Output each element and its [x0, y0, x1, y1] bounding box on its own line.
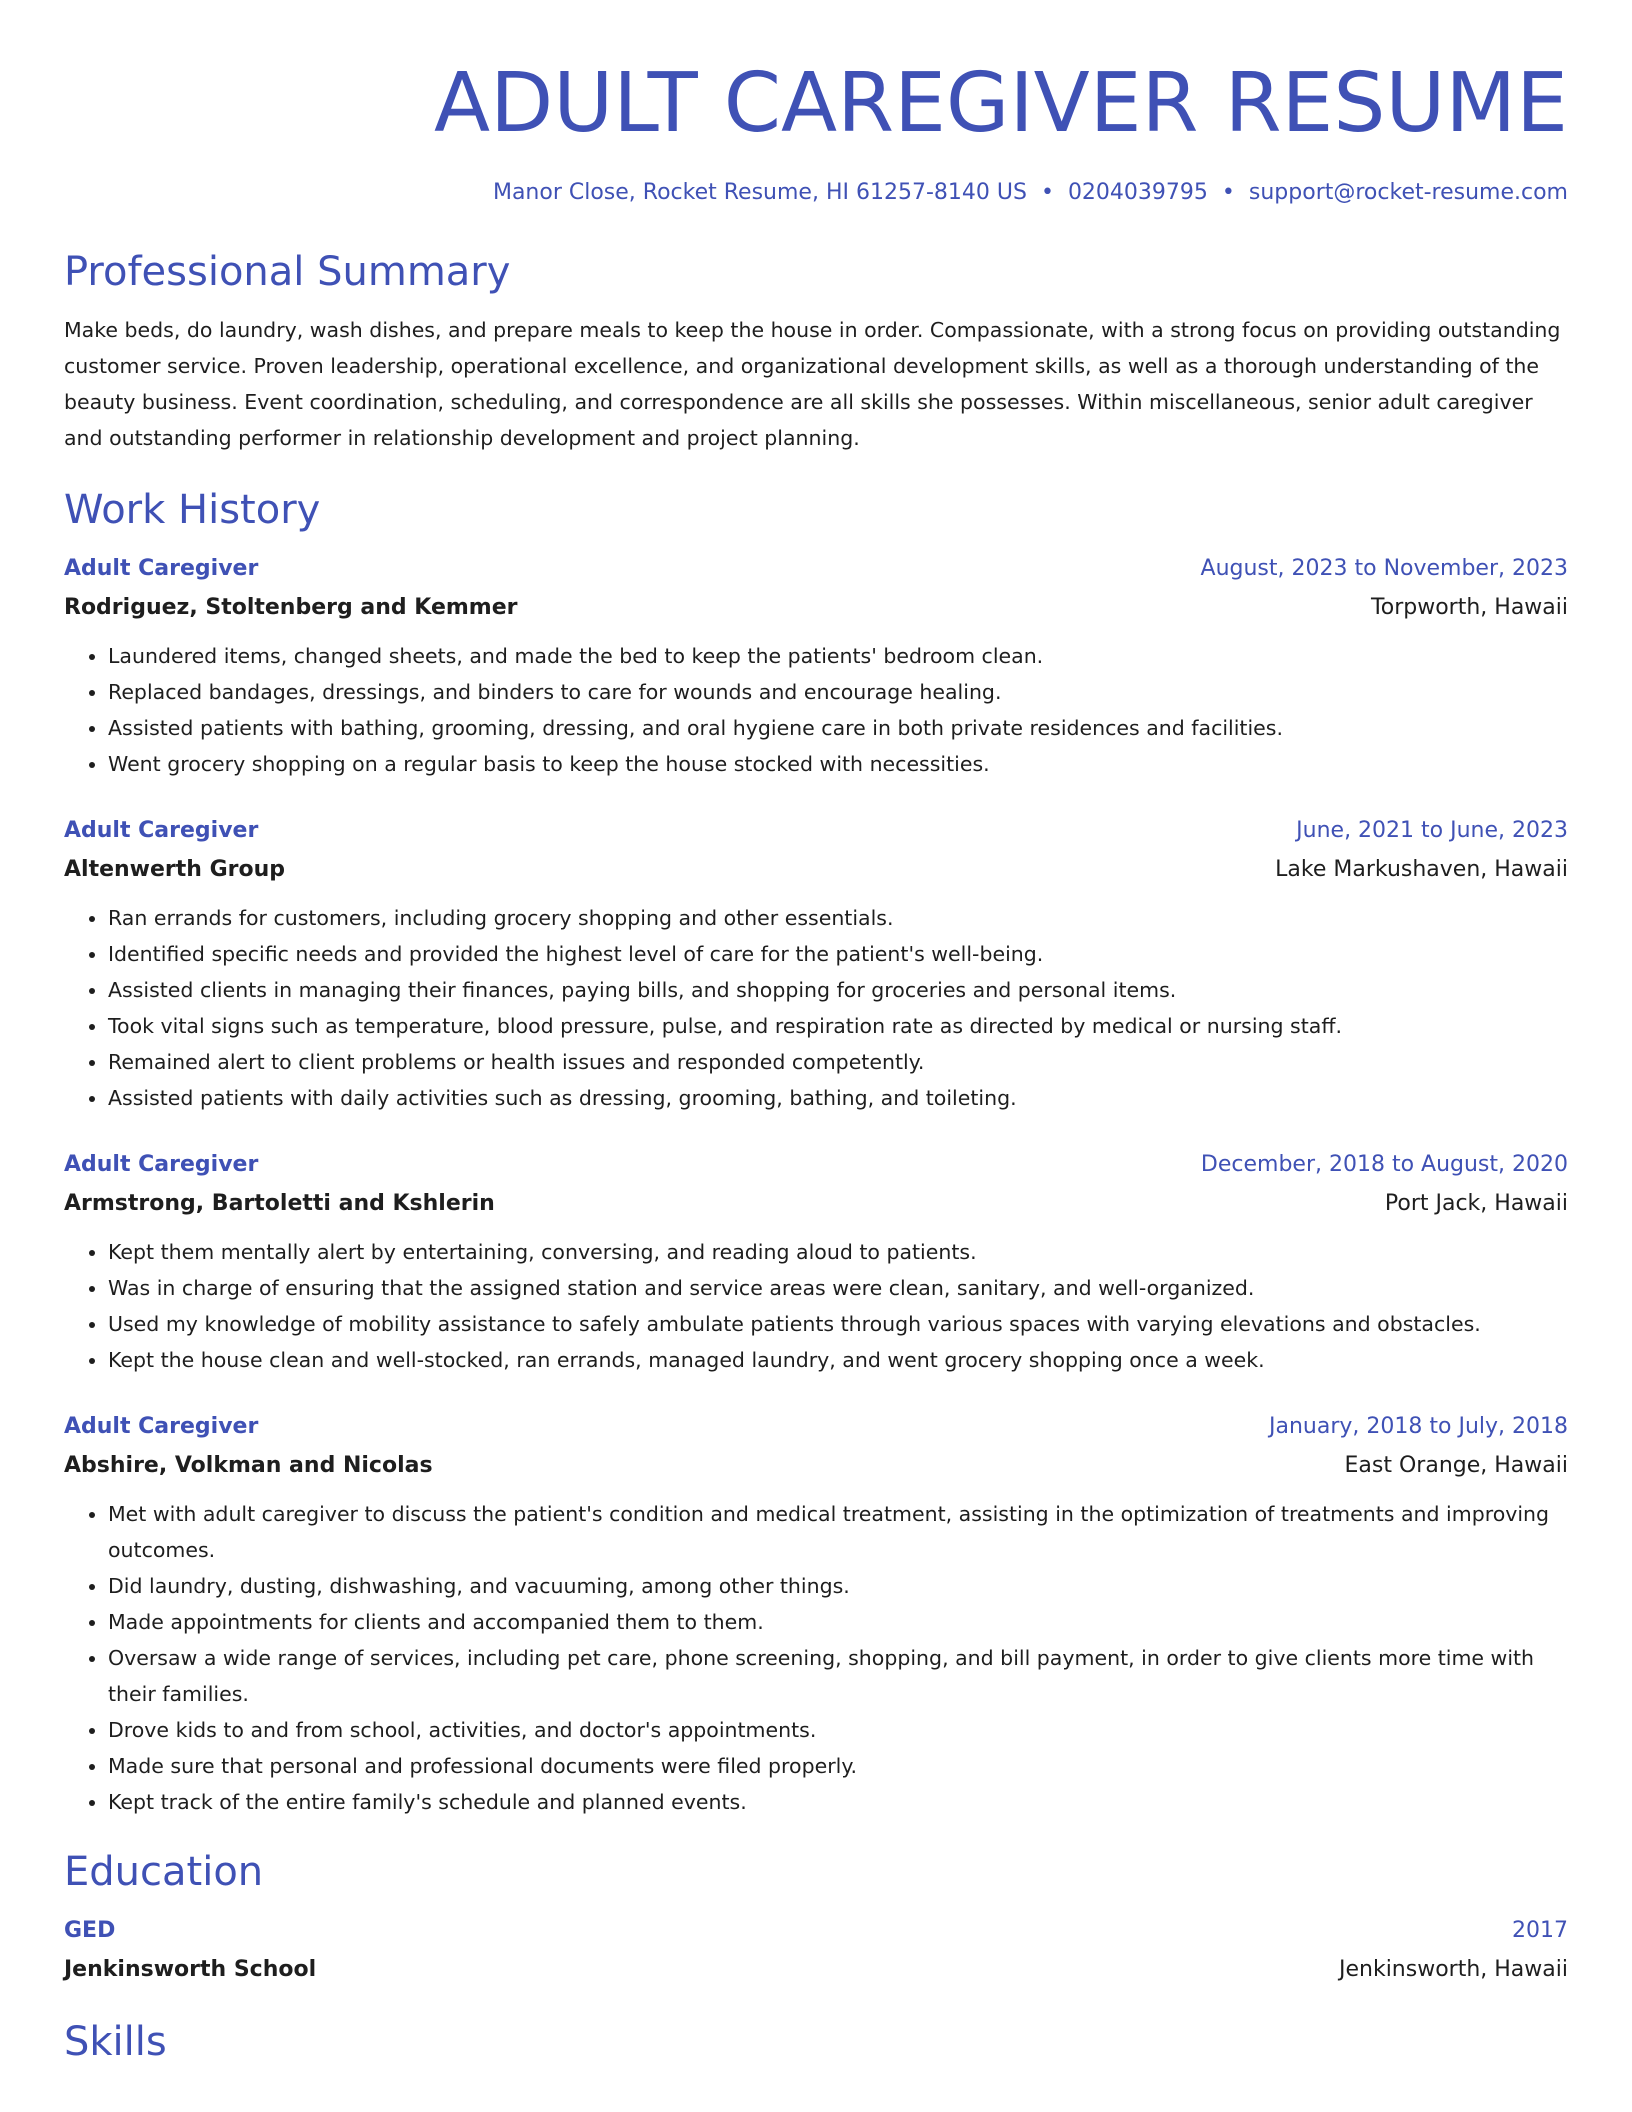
job-bullet: • Assisted patients with daily activities such as dressing, grooming, bathing, and toileting. [108, 1080, 1568, 1116]
job-bullet-list [64, 900, 1568, 1116]
job-company: Armstrong, Bartoletti and Kshlerin [64, 1191, 495, 1216]
job-company: Altenwerth Group [64, 857, 286, 882]
education-degree-row [64, 1912, 1568, 1950]
job-entry [64, 1408, 1568, 1820]
resume-title: ADULT CAREGIVER RESUME [433, 56, 1568, 151]
resume-page [64, 0, 1568, 2068]
job-bullet: • Met with adult caregiver to discuss the patient's condition and medical treatment, assisting in the optimization of treatments and improving outcomes. [108, 1496, 1568, 1568]
job-bullet: • Remained alert to client problems or health issues and responded competently. [108, 1044, 1568, 1080]
summary-text: Make beds, do laundry, wash dishes, and prepare meals to keep the house in order. Compassionate, with a strong focus on providing outstanding customer service. Proven leadership, operational excellence, and organizational development skills, as well as a thorough understanding of the beauty business. Event coordination, scheduling, and correspondence are all skills she possesses. Within miscellaneous, senior adult caregiver and outstanding performer in relationship development and project planning. [64, 318, 1561, 450]
job-company: Rodriguez, Stoltenberg and Kemmer [64, 595, 518, 620]
job-location: Lake Markushaven, Hawaii [1275, 857, 1568, 882]
skills-heading: Skills [64, 2019, 167, 2065]
job-bullet: • Kept the house clean and well-stocked, ran errands, managed laundry, and went grocery shopping once a week. [108, 1342, 1568, 1378]
job-bullet: • Made sure that personal and professional documents were filed properly. [108, 1748, 1568, 1784]
job-entry [64, 812, 1568, 1116]
job-role: Adult Caregiver [64, 1414, 259, 1439]
job-location: Torpworth, Hawaii [1371, 595, 1568, 620]
job-role: Adult Caregiver [64, 556, 259, 581]
work-history-heading: Work History [64, 487, 321, 533]
job-bullet: • Assisted patients with bathing, grooming, dressing, and oral hygiene care in both private residences and facilities. [108, 710, 1568, 746]
education-year: 2017 [1512, 1918, 1568, 1943]
job-role: Adult Caregiver [64, 1152, 259, 1177]
job-dates: August, 2023 to November, 2023 [1200, 556, 1568, 581]
job-dates: June, 2021 to June, 2023 [1296, 818, 1568, 843]
contact-line [64, 178, 1568, 208]
contact-email: support@rocket-resume.com [1248, 180, 1568, 205]
job-entry [64, 550, 1568, 782]
contact-address: Manor Close, Rocket Resume, HI 61257-8140 US [492, 180, 1027, 205]
contact-separator: • [1221, 180, 1235, 205]
work-history-list [64, 550, 1568, 1820]
job-company-row [64, 1446, 1568, 1486]
education-school: Jenkinsworth School [64, 1957, 317, 1982]
job-bullet: • Kept them mentally alert by entertaining, conversing, and reading aloud to patients. [108, 1234, 1568, 1270]
job-bullet: • Was in charge of ensuring that the assigned station and service areas were clean, sanitary, and well-organized. [108, 1270, 1568, 1306]
summary-heading: Professional Summary [64, 249, 511, 295]
job-dates: December, 2018 to August, 2020 [1200, 1152, 1568, 1177]
job-role-row [64, 1408, 1568, 1446]
job-bullet: • Assisted clients in managing their finances, paying bills, and shopping for groceries and personal items. [108, 972, 1568, 1008]
job-bullet-list [64, 1234, 1568, 1378]
job-location: Port Jack, Hawaii [1384, 1191, 1568, 1216]
job-dates: January, 2018 to July, 2018 [1269, 1414, 1568, 1439]
education-degree: GED [64, 1918, 116, 1943]
job-role-row [64, 812, 1568, 850]
job-bullet: • Drove kids to and from school, activities, and doctor's appointments. [108, 1712, 1568, 1748]
job-company-row [64, 850, 1568, 890]
job-company-row [64, 1184, 1568, 1224]
job-bullet: • Made appointments for clients and accompanied them to them. [108, 1604, 1568, 1640]
job-role-row [64, 550, 1568, 588]
contact-phone: 0204039795 [1067, 180, 1208, 205]
job-bullet: • Laundered items, changed sheets, and made the bed to keep the patients' bedroom clean. [108, 638, 1568, 674]
education-location: Jenkinsworth, Hawaii [1338, 1957, 1568, 1982]
job-bullet: • Took vital signs such as temperature, blood pressure, pulse, and respiration rate as directed by medical or nursing staff. [108, 1008, 1568, 1044]
job-company: Abshire, Volkman and Nicolas [64, 1453, 433, 1478]
job-bullet: • Ran errands for customers, including grocery shopping and other essentials. [108, 900, 1568, 936]
job-bullet: • Oversaw a wide range of services, including pet care, phone screening, shopping, and bill payment, in order to give clients more time with their families. [108, 1640, 1568, 1712]
job-bullet-list [64, 1496, 1568, 1820]
job-location: East Orange, Hawaii [1344, 1453, 1568, 1478]
education-school-row [64, 1950, 1568, 1990]
education-heading: Education [64, 1849, 264, 1895]
job-bullet: • Went grocery shopping on a regular basis to keep the house stocked with necessities. [108, 746, 1568, 782]
job-company-row [64, 588, 1568, 628]
job-role: Adult Caregiver [64, 818, 259, 843]
contact-separator: • [1040, 180, 1054, 205]
job-role-row [64, 1146, 1568, 1184]
job-bullet: • Did laundry, dusting, dishwashing, and vacuuming, among other things. [108, 1568, 1568, 1604]
job-bullet-list [64, 638, 1568, 782]
education-entry [64, 1912, 1568, 1990]
job-bullet: • Used my knowledge of mobility assistance to safely ambulate patients through various spaces with varying elevations and obstacles. [108, 1306, 1568, 1342]
job-bullet: • Kept track of the entire family's schedule and planned events. [108, 1784, 1568, 1820]
job-entry [64, 1146, 1568, 1378]
job-bullet: • Identified specific needs and provided the highest level of care for the patient's well-being. [108, 936, 1568, 972]
job-bullet: • Replaced bandages, dressings, and binders to care for wounds and encourage healing. [108, 674, 1568, 710]
